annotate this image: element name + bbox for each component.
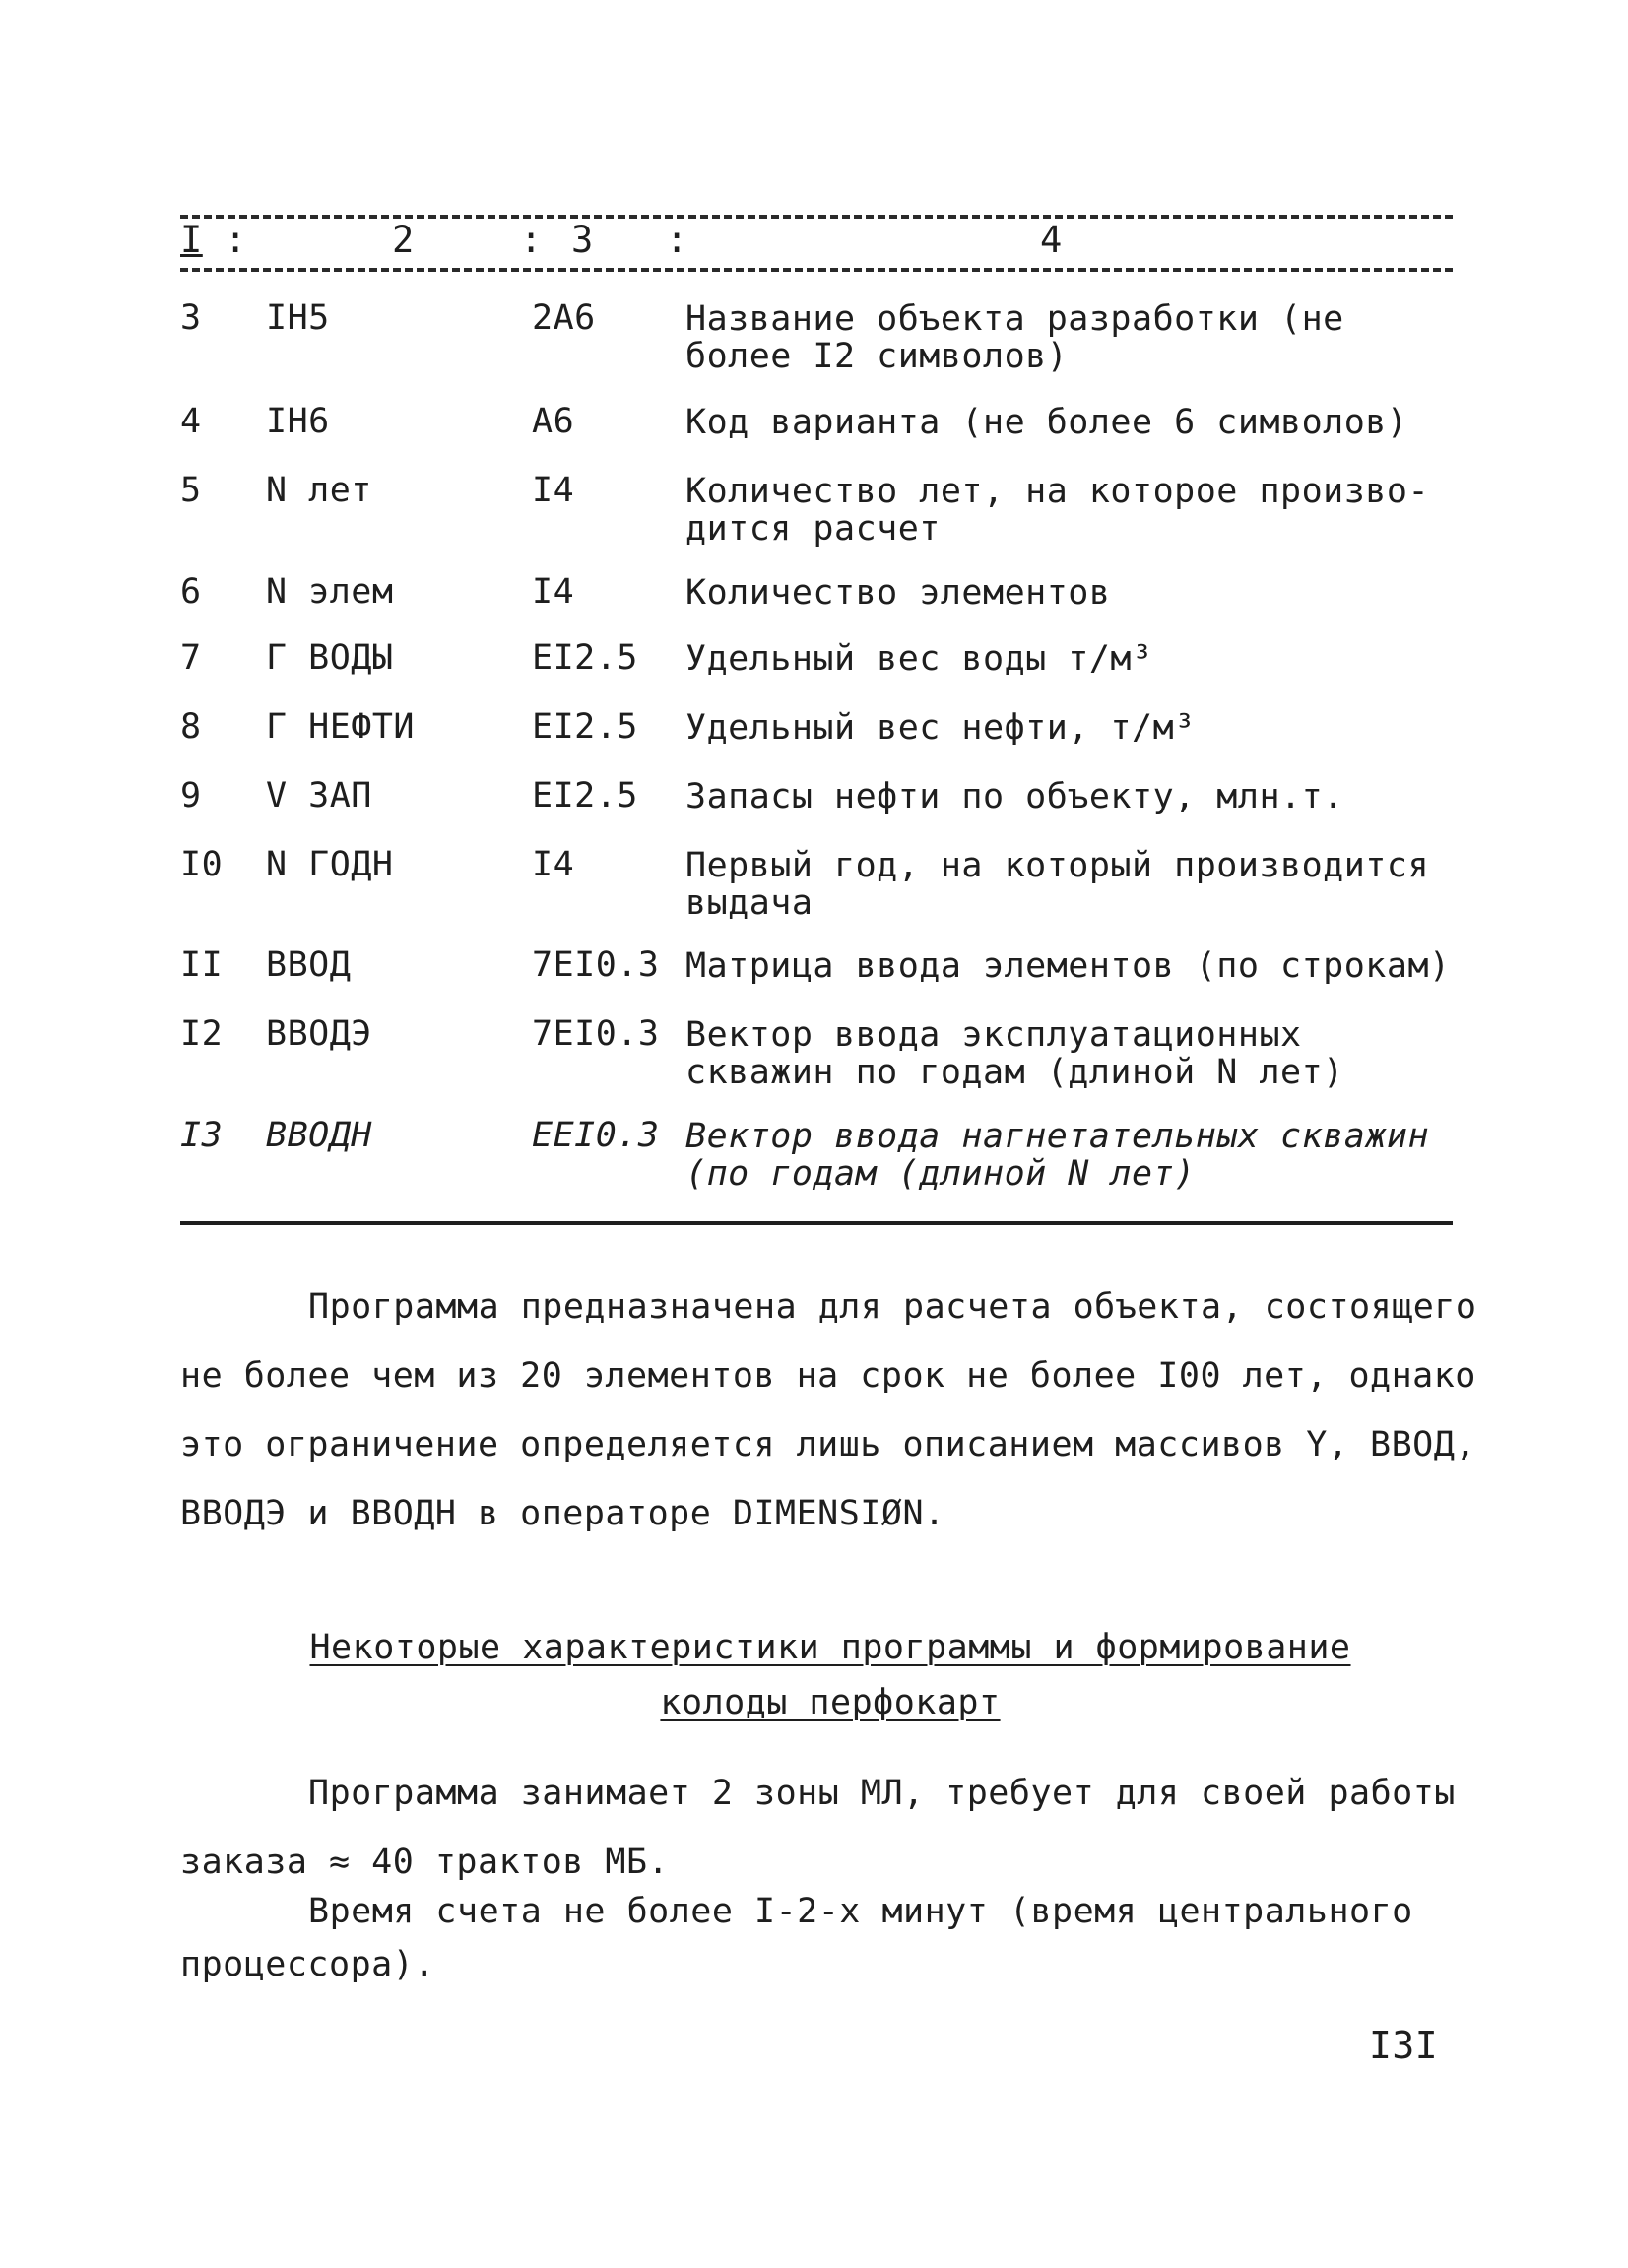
row-name: V ЗАП (266, 776, 372, 815)
row-name: ВВОД (266, 945, 352, 985)
page-number: I3I (1369, 2024, 1439, 2067)
row-name: N ГОДН (266, 845, 394, 884)
row-desc: Удельный вес воды т/м³ (685, 639, 1153, 679)
row-name: IH6 (266, 402, 330, 441)
row-num: I0 (180, 845, 224, 884)
row-name: N элем (266, 572, 394, 612)
section-heading-line-2: колоды перфокарт (660, 1683, 1001, 1722)
row-name: Г ВОДЫ (266, 638, 394, 678)
header-col-4: 4 (1040, 219, 1063, 261)
row-num: II (180, 945, 224, 985)
table-bottom-rule (180, 1221, 1453, 1225)
row-format: EI2.5 (532, 707, 638, 746)
row-name: Г НЕФТИ (266, 707, 416, 746)
row-format: EEI0.3 (532, 1116, 660, 1155)
row-num: I3 (180, 1116, 224, 1155)
row-format: EI2.5 (532, 776, 638, 815)
table-header-rule (180, 268, 1453, 272)
row-desc: Код варианта (не более 6 символов) (685, 403, 1408, 442)
row-desc: Количество лет, на которое произво-дится расчет (685, 472, 1430, 549)
row-desc: Матрица ввода элементов (по строкам) (685, 946, 1451, 986)
row-num: 5 (180, 471, 202, 510)
row-desc: Вектор ввода нагнетательных скважин (по годам (длиной N лет) (685, 1117, 1430, 1194)
row-desc: Запасы нефти по объекту, млн.т. (685, 777, 1344, 816)
row-desc: Название объекта разработки (не более I2 символов) (685, 299, 1344, 376)
row-num: 7 (180, 638, 202, 678)
header-sep-1: : (225, 219, 247, 261)
row-num: 3 (180, 298, 202, 338)
row-num: 4 (180, 402, 202, 441)
row-format: 7EI0.3 (532, 1014, 660, 1054)
paragraph-program-purpose: Программа предназначена для расчета объекта, состоящего не более чем из 20 элементов на срок не более I00 лет, однако это ограничение определяется лишь описанием массивов Y, ВВОД, ВВОДЭ и ВВОДН в операторе DIMENSIØN. (180, 1287, 1477, 1533)
section-heading (180, 1620, 1480, 1730)
row-num: I2 (180, 1014, 224, 1054)
section-heading-line-1: Некоторые характеристики программы и формирование (309, 1628, 1351, 1667)
row-name: ВВОДЭ (266, 1014, 372, 1054)
row-format: I4 (532, 845, 575, 884)
table-top-rule (180, 215, 1453, 219)
row-name: N лет (266, 471, 372, 510)
header-col-1: I (180, 219, 203, 261)
row-format: 2A6 (532, 298, 596, 338)
row-format: I4 (532, 471, 575, 510)
row-desc: Удельный вес нефти, т/м³ (685, 708, 1196, 747)
row-num: 6 (180, 572, 202, 612)
paragraph-runtime: Время счета не более I-2-х минут (время центрального процессора). (180, 1892, 1413, 1984)
row-format: A6 (532, 402, 575, 441)
header-col-3: 3 (571, 219, 594, 261)
row-format: 7EI0.3 (532, 945, 660, 985)
paragraph-memory: Программа занимает 2 зоны МЛ, требует для своей работы заказа ≈ 40 трактов МБ. (180, 1774, 1456, 1882)
row-desc: Первый год, на который производится выдача (685, 846, 1430, 923)
row-desc: Количество элементов (685, 573, 1111, 613)
row-num: 8 (180, 707, 202, 746)
row-name: IH5 (266, 298, 330, 338)
row-num: 9 (180, 776, 202, 815)
header-sep-2: : (520, 219, 543, 261)
row-name: ВВОДН (266, 1116, 372, 1155)
row-format: EI2.5 (532, 638, 638, 678)
header-sep-3: : (666, 219, 688, 261)
header-col-2: 2 (392, 219, 415, 261)
row-desc: Вектор ввода эксплуатационных скважин по годам (длиной N лет) (685, 1015, 1344, 1092)
row-format: I4 (532, 572, 575, 612)
